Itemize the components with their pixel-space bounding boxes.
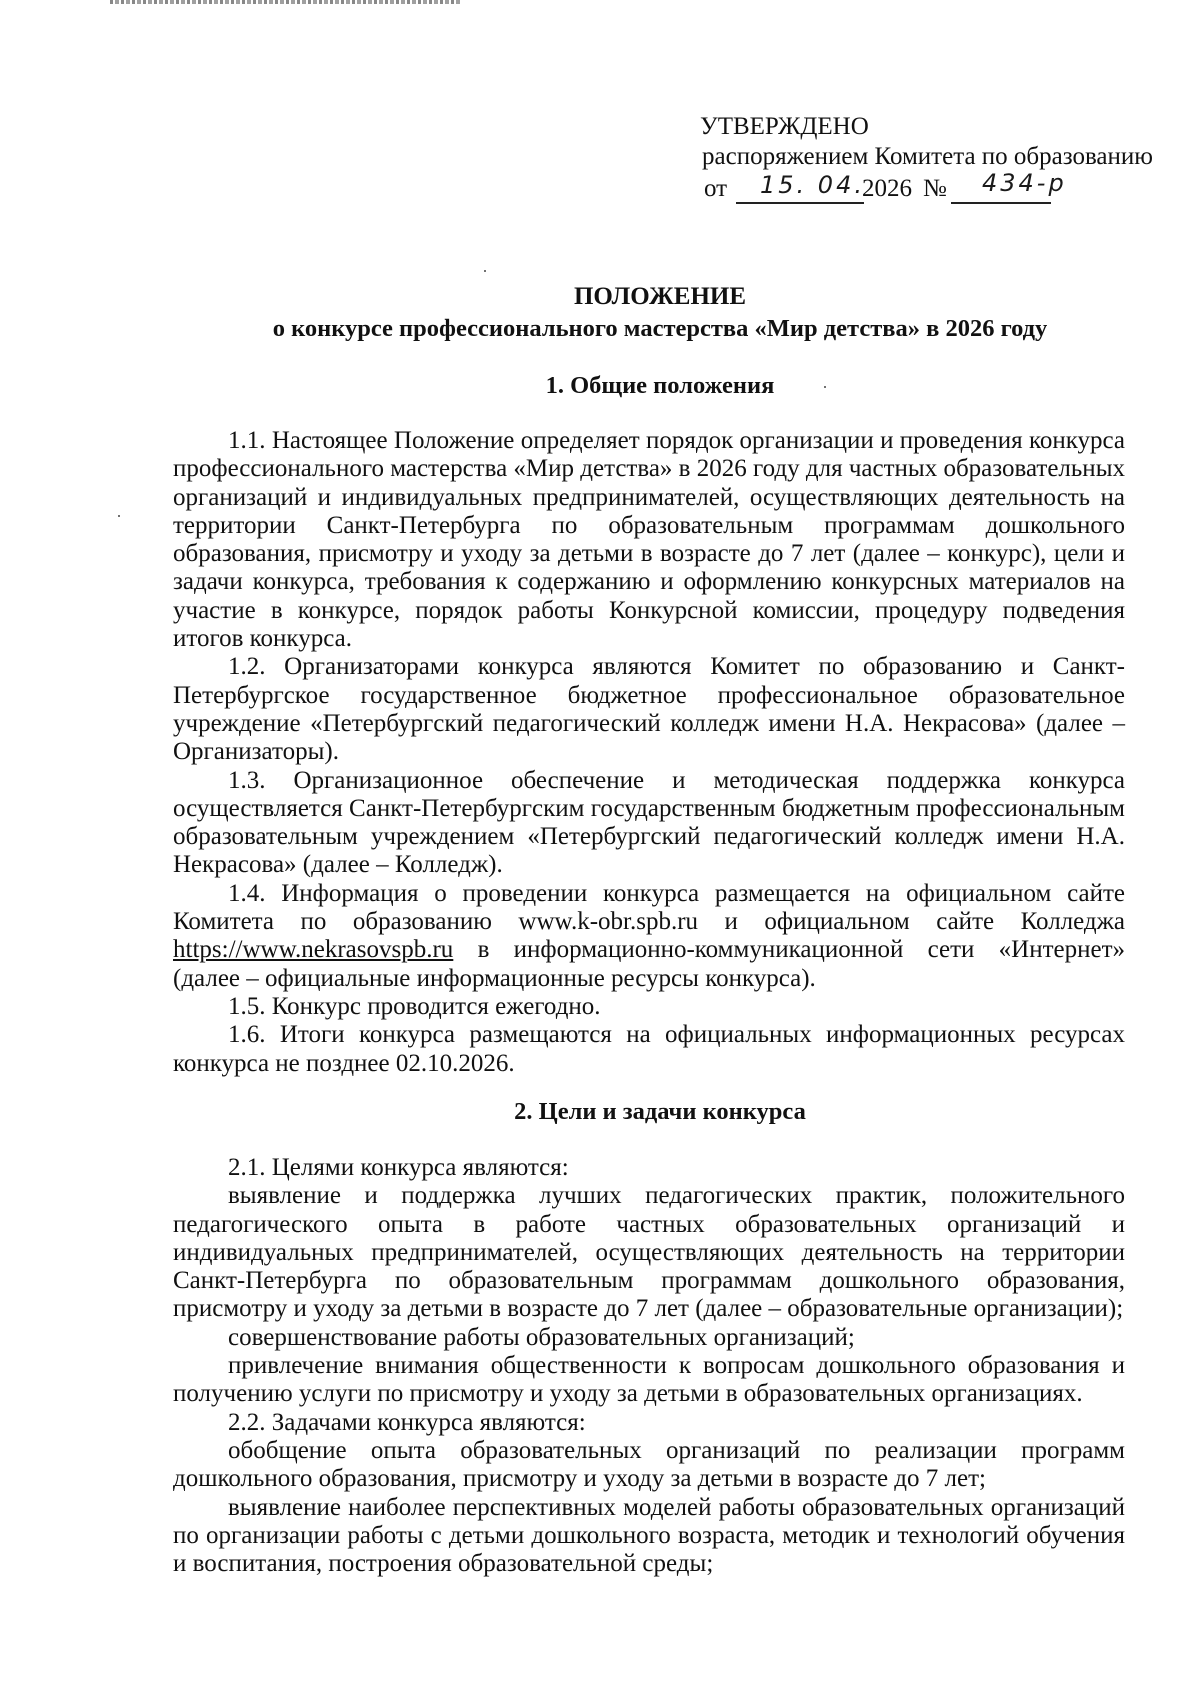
paragraph-1-1: 1.1. Настоящее Положение определяет порядок организации и проведения конкурса профессионального мастерства «Мир детства» в 2026 году для частных образовательных организаций и индивидуальных предпринимателей, осуществляющих деятельность на территории Санкт-Петербурга по образовательным программам дошкольного образования, присмотру и уходу за детьми в возрасте до 7 лет (далее – конкурс), цели и задачи конкурса, требования к содержанию и оформлению конкурсных материалов на участие в конкурсе, порядок работы Конкурсной комиссии, процедуру подведения итогов конкурса.	[173, 427, 1125, 653]
document-subtitle: о конкурсе профессионального мастерства «Мир детства» в 2026 году	[272, 315, 1048, 342]
approval-from-label: от	[704, 175, 728, 202]
number-underline	[951, 202, 1051, 204]
paragraph-1-3: 1.3. Организационное обеспечение и методическая поддержка конкурса осуществляется Санкт-Петербургским государственным бюджетным профессиональным образовательным учреждением «Петербургский педагогический колледж имени Н.А. Некрасова» (далее – Колледж).	[173, 766, 1125, 879]
approval-date-number-row	[700, 169, 1153, 206]
section-1-body	[173, 427, 1125, 1078]
section-1-heading: 1. Общие положения	[545, 372, 775, 399]
paragraph-1-2: 1.2. Организаторами конкурса являются Комитет по образованию и Санкт-Петербургское государственное бюджетное профессиональное образовательное учреждение «Петербургский педагогический колледж имени Н.А. Некрасова» (далее – Организаторы).	[173, 653, 1125, 766]
date-underline	[736, 202, 864, 204]
scan-speck	[118, 515, 120, 517]
college-website-link[interactable]: https://www.nekrasovspb.ru	[173, 936, 454, 964]
paragraph-1-4-start: 1.4. Информация о проведении конкурса размещается на официальном сайте Комитета по образованию www.k-obr.spb.ru и официальном сайте Колледжа	[173, 879, 1125, 936]
scan-artifact	[110, 0, 460, 4]
paragraph-1-4	[173, 880, 1125, 993]
paragraph-2-2-b: выявление наиболее перспективных моделей работы образовательных организаций по организации работы с детьми дошкольного возраста, методик и технологий обучения и воспитания, построения образовательной среды;	[173, 1493, 1125, 1578]
paragraph-2-1: 2.1. Целями конкурса являются:	[228, 1154, 569, 1181]
section-2-body	[173, 1154, 1125, 1578]
section-2-heading: 2. Цели и задачи конкурса	[514, 1098, 806, 1125]
approval-number-handwritten: 434-р	[982, 169, 1067, 197]
scan-speck	[484, 270, 486, 272]
approval-date-handwritten: 15. 04.	[760, 171, 865, 199]
paragraph-1-4-end: в информационно-коммуникационной сети «Интернет» (далее – официальные информационные ресурсы конкурса).	[173, 936, 1125, 992]
paragraph-2-1-a: выявление и поддержка лучших педагогических практик, положительного педагогического опыта в работе частных образовательных организаций и индивидуальных предпринимателей, осуществляющих деятельность на территории Санкт-Петербурга по образовательным программам дошкольного образования, присмотру и уходу за детьми в возрасте до 7 лет (далее – образовательные организации);	[173, 1182, 1125, 1323]
paragraph-2-2-a: обобщение опыта образовательных организаций по реализации программ дошкольного образования, присмотру и уходу за детьми в возрасте до 7 лет;	[173, 1436, 1125, 1493]
document-title: ПОЛОЖЕНИЕ	[573, 283, 747, 310]
paragraph-1-6: 1.6. Итоги конкурса размещаются на официальных информационных ресурсах конкурса не позднее 02.10.2026.	[173, 1021, 1125, 1077]
approval-stamp-block	[700, 112, 1153, 206]
approval-number-label: №	[923, 175, 947, 202]
approval-heading: УТВЕРЖДЕНО	[700, 113, 869, 140]
paragraph-2-1-c: привлечение внимания общественности к вопросам дошкольного образования и получению услуги по присмотру и уходу за детьми в образовательных организациях.	[173, 1352, 1125, 1408]
approval-issuer: распоряжением Комитета по образованию	[702, 143, 1153, 170]
approval-year: 2026	[862, 175, 912, 202]
paragraph-2-1-b: совершенствование работы образовательных организаций;	[228, 1323, 855, 1351]
paragraph-1-5: 1.5. Конкурс проводится ежегодно.	[228, 992, 601, 1020]
paragraph-2-2: 2.2. Задачами конкурса являются:	[228, 1408, 586, 1436]
